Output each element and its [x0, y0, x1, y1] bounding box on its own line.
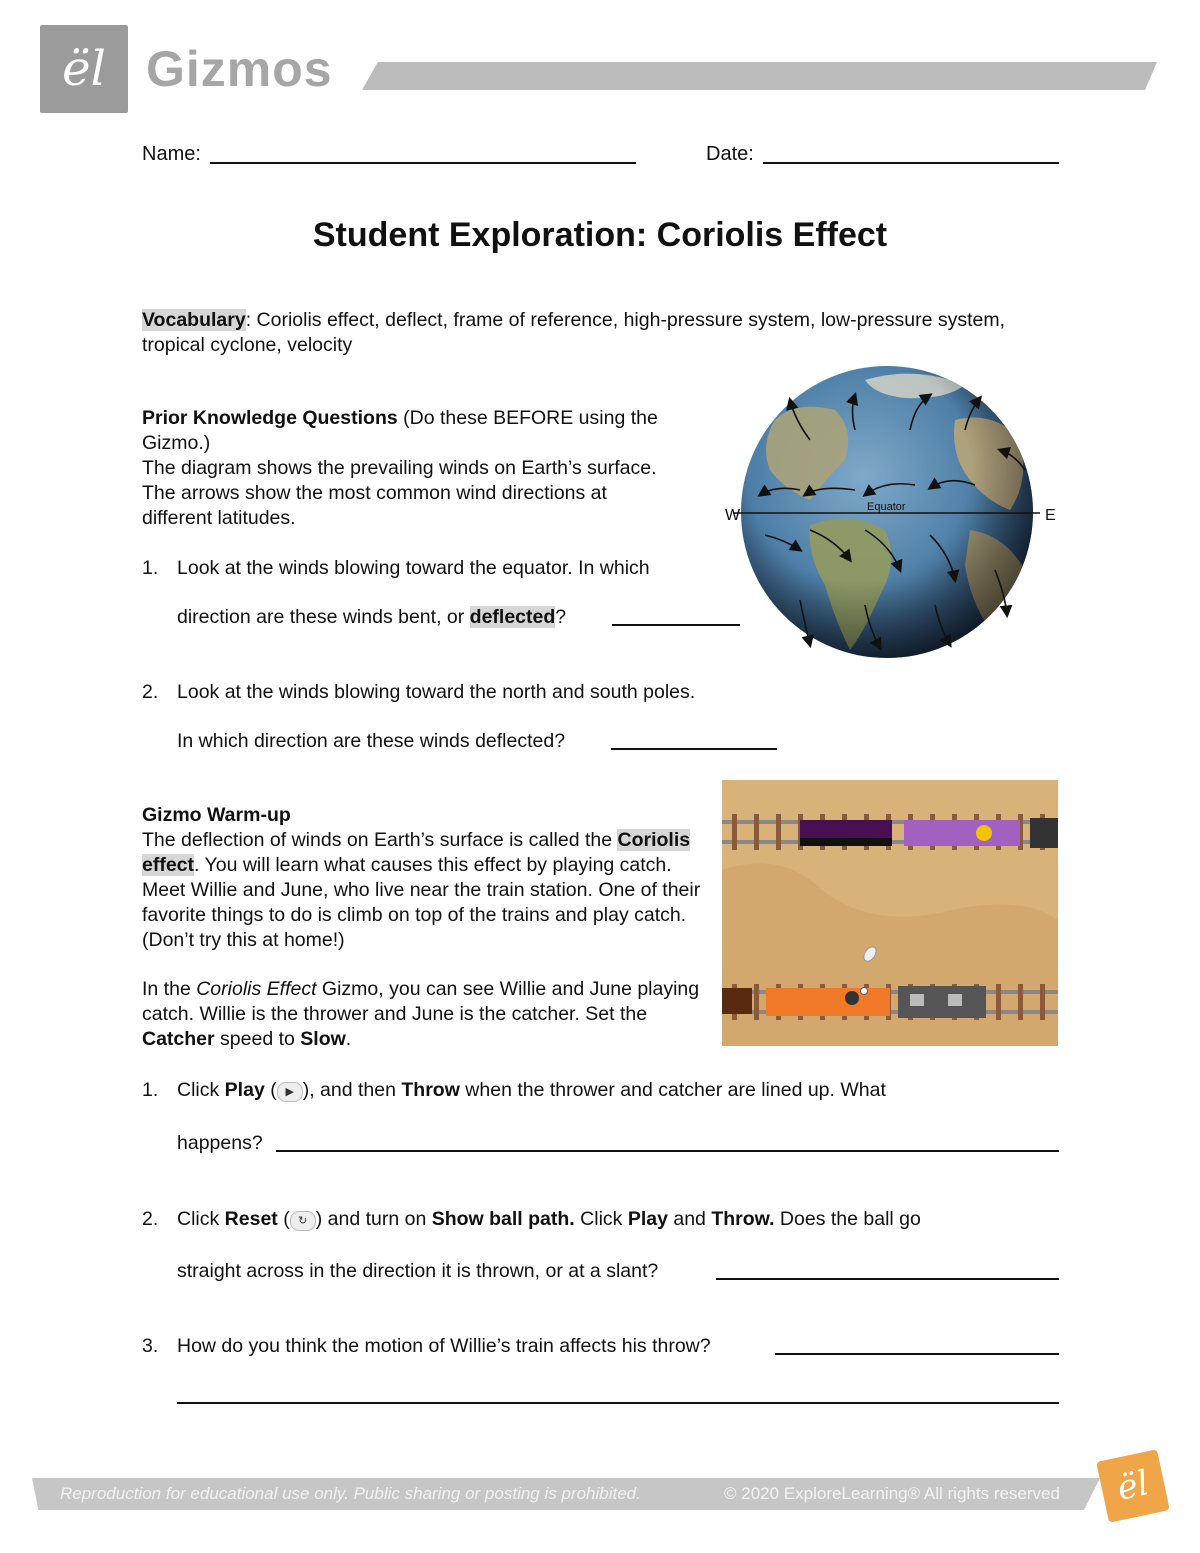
wu-q2-a: Click [177, 1208, 225, 1230]
pk-q1-end: ? [555, 606, 567, 628]
wu-q3-text: How do you think the motion of Willie’s train affects his throw? [177, 1335, 711, 1357]
prior-knowledge-note: (Do these BEFORE using the Gizmo.) [142, 407, 658, 454]
wu-q1-throw: Throw [401, 1079, 460, 1101]
wu-q2-d: Click [574, 1208, 628, 1230]
vocabulary-text: : Coriolis effect, deflect, frame of reference, high-pressure system, low-pressure system, tropical cyclone, velocity [142, 309, 1006, 356]
wu-q1-a: Click [177, 1079, 225, 1101]
warmup-p2-slow: Slow [300, 1028, 346, 1050]
wu-q1-play: Play [224, 1079, 265, 1101]
pk-q1-line2 [177, 606, 566, 629]
warmup-p2-d: . [345, 1028, 352, 1050]
wu-q1-c: ), and then [302, 1079, 402, 1101]
wu-q2-answer[interactable] [716, 1278, 1059, 1280]
wu-q2-b: ( [277, 1208, 290, 1230]
logo-glyph: ël [62, 41, 106, 97]
explorelearning-logo [40, 25, 128, 113]
warmup-p2-catcher: Catcher [142, 1028, 215, 1050]
june-figure [845, 991, 859, 1005]
wu-q3-answer-line2[interactable] [177, 1402, 1059, 1404]
warmup-paragraph-1 [142, 828, 702, 953]
wu-q1-line2: happens? [177, 1132, 263, 1154]
reset-icon: ↻ [290, 1211, 316, 1231]
equator-label: Equator [867, 501, 906, 513]
willie-figure [976, 825, 992, 841]
engine-window [910, 994, 924, 1006]
wu-q3-answer-line1[interactable] [775, 1353, 1059, 1355]
top-train-engine [1030, 818, 1058, 848]
warmup-p1-a: The deflection of winds on Earth’s surface is called the [142, 829, 618, 851]
west-label: W [725, 507, 741, 524]
engine-window [948, 994, 962, 1006]
warmup-heading [142, 803, 702, 828]
prior-knowledge-heading [142, 406, 702, 456]
ball [861, 988, 868, 995]
prior-knowledge-title: Prior Knowledge Questions [142, 407, 398, 429]
pk-q1-line1: Look at the winds blowing toward the equator. In which [177, 557, 650, 579]
vocabulary [142, 308, 1042, 358]
warmup-p2-b: Gizmo, you can see Willie and June playing catch. Willie is the thrower and June is the catcher. Set the [142, 978, 700, 1025]
pk-q1-number: 1. [142, 557, 159, 579]
header-bar [362, 62, 1157, 90]
wu-q2-throw: Throw. [711, 1208, 775, 1230]
date-label: Date: [706, 143, 754, 165]
pk-q1-text: direction are these winds bent, or [177, 606, 470, 628]
pk-q1-term: deflected [469, 606, 556, 628]
wu-q2-c: ) and turn on [315, 1208, 432, 1230]
wu-q2-line1 [177, 1208, 921, 1231]
wu-q2-play: Play [627, 1208, 668, 1230]
vocabulary-label: Vocabulary [142, 309, 246, 331]
wu-q1-d: when the thrower and catcher are lined up. What [459, 1079, 886, 1101]
warmup-p1-b: . You will learn what causes this effect by playing catch. Meet Willie and June, who live near the train station. One of their favorite things to do is climb on top of the trains and play catch. (Don’t try this at home!) [142, 854, 701, 951]
bottom-train-car-orange [766, 988, 890, 1016]
warmup-p1-term: Coriolis effect [142, 829, 691, 876]
bottom-train-car-brown [722, 988, 752, 1014]
prior-knowledge-intro: The diagram shows the prevailing winds on Earth’s surface. The arrows show the most common wind directions at different latitudes. [142, 457, 657, 529]
wu-q2-reset: Reset [224, 1208, 278, 1230]
date-field[interactable] [763, 162, 1059, 164]
warmup-p2-a: In the [142, 978, 197, 1000]
play-icon: ▶ [277, 1082, 303, 1102]
wu-q1-answer[interactable] [276, 1150, 1059, 1152]
footer-copyright: © 2020 ExploreLearning® All rights reserved [724, 1484, 1060, 1503]
warmup-p2-c: speed to [214, 1028, 301, 1050]
gizmo-train-screenshot [722, 780, 1058, 1046]
footer-disclaimer: Reproduction for educational use only. Public sharing or posting is prohibited. [60, 1484, 641, 1503]
pk-q2-answer[interactable] [611, 748, 777, 750]
wu-q2-line2: straight across in the direction it is thrown, or at a slant? [177, 1260, 659, 1282]
warmup-p2-gizmo: Coriolis Effect [196, 978, 317, 1000]
pk-q2-number: 2. [142, 681, 159, 703]
globe-diagram [715, 360, 1070, 665]
pk-q2-line1: Look at the winds blowing toward the north and south poles. [177, 681, 696, 703]
name-label: Name: [142, 143, 201, 165]
wu-q2-showpath: Show ball path. [431, 1208, 575, 1230]
warmup-paragraph-2 [142, 977, 702, 1052]
wu-q2-number: 2. [142, 1208, 159, 1230]
wu-q1-b: ( [264, 1079, 277, 1101]
pk-q2-line2: In which direction are these winds deflected? [177, 730, 566, 752]
wu-q3-number: 3. [142, 1335, 159, 1357]
wu-q1-line1 [177, 1079, 886, 1102]
footer-logo: ël [1096, 1449, 1170, 1523]
top-train-car-purple [904, 820, 1020, 846]
warmup-title: Gizmo Warm-up [142, 804, 291, 826]
wu-q2-f: Does the ball go [774, 1208, 921, 1230]
brand-name: Gizmos [146, 41, 333, 97]
wu-q1-number: 1. [142, 1079, 159, 1101]
wu-q2-e: and [667, 1208, 712, 1230]
page-title: Student Exploration: Coriolis Effect [312, 216, 888, 254]
name-field[interactable] [210, 162, 636, 164]
top-train-car-shadow [800, 838, 892, 846]
east-label: E [1045, 507, 1056, 524]
